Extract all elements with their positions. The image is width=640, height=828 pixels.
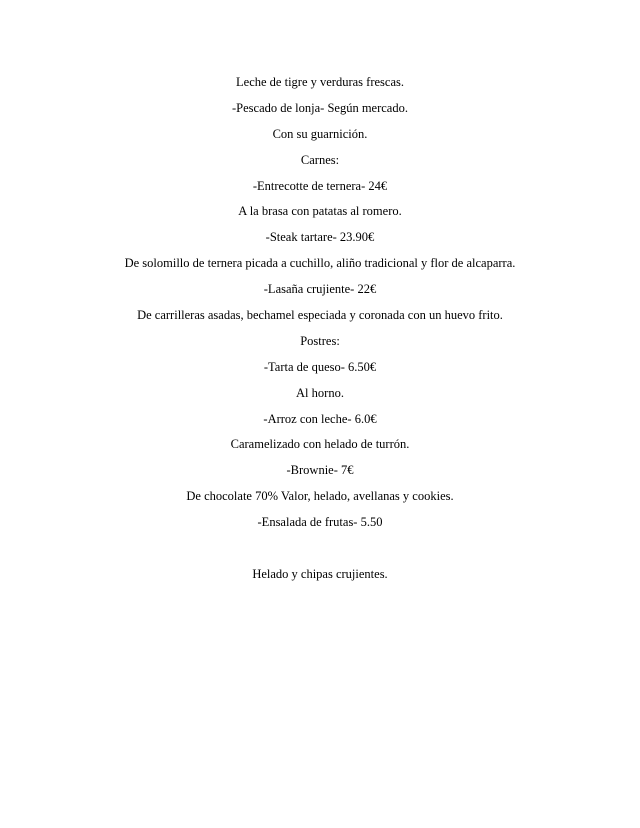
- menu-line-ceviche-description: Leche de tigre y verduras frescas.: [236, 75, 404, 89]
- menu-text-block: [0, 74, 640, 592]
- section-heading-postres: Postres:: [300, 333, 340, 348]
- menu-line-lasana: -Lasaña crujiente- 22€: [263, 282, 377, 297]
- menu-line-fish-description: Con su guarnición.: [272, 126, 368, 141]
- menu-line-fish-of-market: -Pescado de lonja- Según mercado.: [232, 100, 408, 115]
- menu-line-brownie-description: De chocolate 70% Valor, helado, avellanas y cookies.: [186, 489, 454, 504]
- menu-line-ensalada-description: Helado y chipas crujientes.: [252, 567, 388, 582]
- menu-line-steak-tartare-description: De solomillo de ternera picada a cuchillo, aliño tradicional y flor de alcaparra.: [124, 256, 516, 271]
- menu-line-tarta-de-queso: -Tarta de queso- 6.50€: [263, 359, 377, 374]
- menu-line-brownie: -Brownie- 7€: [286, 463, 354, 478]
- section-heading-carnes: Carnes:: [300, 152, 340, 167]
- menu-line-lasana-description: De carrilleras asadas, bechamel especiada y coronada con un huevo frito.: [137, 308, 503, 323]
- menu-line-tarta-description: Al horno.: [296, 385, 344, 400]
- menu-line-entrecotte-description: A la brasa con patatas al romero.: [238, 204, 402, 219]
- spacer: [0, 540, 640, 566]
- menu-line-entrecotte: -Entrecotte de ternera- 24€: [252, 178, 388, 193]
- menu-line-arroz-con-leche: -Arroz con leche- 6.0€: [263, 411, 377, 426]
- menu-line-arroz-description: Caramelizado con helado de turrón.: [230, 437, 410, 452]
- menu-line-steak-tartare: -Steak tartare- 23.90€: [265, 230, 375, 245]
- menu-line-ensalada-de-frutas: -Ensalada de frutas- 5.50: [257, 515, 383, 530]
